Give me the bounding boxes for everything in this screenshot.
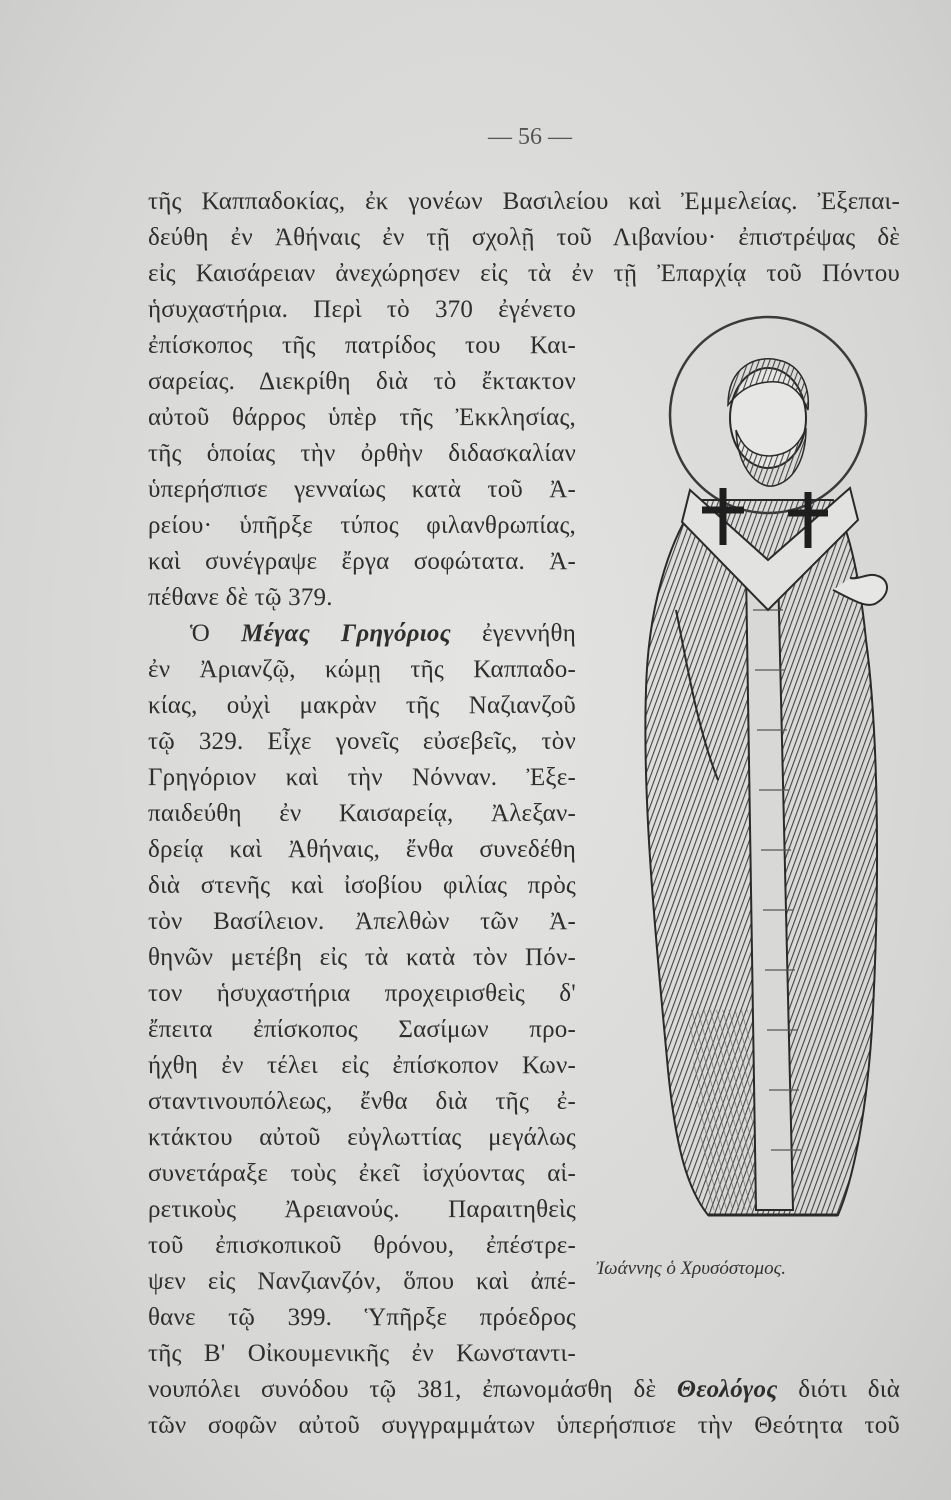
text-line: κίας, οὐχὶ μακρὰν τῆς Ναζιανζοῦ — [148, 692, 576, 719]
text-line: δεύθη ἐν Ἀθήναις ἐν τῇ σχολῇ τοῦ Λιβανίου· ἐπιστρέψας δὲ — [148, 224, 900, 251]
text-line: εἰς Καισάρειαν ἀνεχώρησεν εἰς τὰ ἐν τῇ Ἐπαρχίᾳ τοῦ Πόντου — [148, 260, 900, 287]
text-line: ψεν εἰς Νανζιανζόν, ὅπου καὶ ἀπέ- — [148, 1268, 576, 1295]
illustration-caption: Ἰωάννης ὁ Χρυσόστομος. — [596, 1258, 787, 1279]
text-line: σαρείας. Διεκρίθη διὰ τὸ ἔκτακτον — [148, 368, 576, 395]
text-line: τῆς ὁποίας τὴν ὀρθὴν διδασκαλίαν — [148, 440, 576, 467]
text-line: πέθανε δὲ τῷ 379. — [148, 584, 333, 611]
text-line: σταντινουπόλεως, ἔνθα διὰ τῆς ἐ- — [148, 1088, 576, 1115]
text-line: θηνῶν μετέβη εἰς τὰ κατὰ τὸν Πόν- — [148, 944, 576, 971]
text-line: ἡσυχαστήρια. Περὶ τὸ 370 ἐγένετο — [148, 296, 576, 323]
text-line: καὶ συνέγραψε ἔργα σοφώτατα. Ἀ- — [148, 548, 576, 575]
text-line: παιδεύθη ἐν Καισαρείᾳ, Ἀλεξαν- — [148, 800, 576, 827]
text-fragment: νουπόλει συνόδου τῷ 381, ἐπωνομάσθη δὲ — [148, 1376, 677, 1403]
text-line: Γρηγόριον καὶ τὴν Νόνναν. Ἐξε- — [148, 764, 576, 791]
text-line: τὸν Βασίλειον. Ἀπελθὼν τῶν Ἀ- — [148, 908, 576, 935]
text-line: διὰ στενῆς καὶ ἰσοβίου φιλίας πρὸς — [148, 872, 576, 899]
text-line: ἐπίσκοπος τῆς πατρίδος του Και- — [148, 332, 576, 359]
text-line-with-name — [190, 616, 576, 652]
epithet-theologos: Θεολόγος — [676, 1376, 778, 1403]
text-line: ὑπερήσπισε γενναίως κατὰ τοῦ Ἀ- — [148, 476, 576, 503]
text-line: ήχθη ἐν τέλει εἰς ἐπίσκοπον Κων- — [148, 1052, 576, 1079]
text-line: αὐτοῦ θάρρος ὑπὲρ τῆς Ἐκκλησίας, — [148, 404, 576, 431]
saint-name-gregory: Μέγας Γρηγόριος — [241, 620, 451, 647]
text-line: ἐν Ἀριανζῷ, κώμῃ τῆς Καππαδο- — [148, 656, 576, 683]
text-line: συνετάραξε τοὺς ἐκεῖ ἰσχύοντας αἱ- — [148, 1160, 576, 1187]
text-line: τῆς Β' Οἰκουμενικῆς ἐν Κωνσταντι- — [148, 1340, 576, 1367]
text-line: θανε τῷ 399. Ὑπῆρξε πρόεδρος — [148, 1304, 576, 1331]
text-line-with-name — [148, 1372, 900, 1408]
text-line: κτάκτου αὐτοῦ εὐγλωττίας μεγάλως — [148, 1124, 576, 1151]
text-line: τῶν σοφῶν αὐτοῦ συγγραμμάτων ὑπερήσπισε τὴν Θεότητα τοῦ — [148, 1412, 900, 1439]
text-line: δρείᾳ καὶ Ἀθήναις, ἔνθα συνεδέθη — [148, 836, 576, 863]
saint-illustration — [628, 310, 898, 1250]
text-line: ρετικοὺς Ἀρειανούς. Παραιτηθεὶς — [148, 1196, 576, 1223]
text-line: ἔπειτα ἐπίσκοπος Σασίμων προ- — [148, 1016, 576, 1043]
text-line: ρείου· ὑπῆρξε τύπος φιλανθρωπίας, — [148, 512, 576, 539]
text-line: τῆς Καππαδοκίας, ἐκ γονέων Βασιλείου καὶ Ἐμμελείας. Ἐξεπαι- — [148, 188, 900, 215]
text-fragment: ἐγεννήθη — [450, 620, 576, 647]
text-fragment: Ὁ — [190, 620, 242, 647]
text-line: τῷ 329. Εἶχε γονεῖς εὐσεβεῖς, τὸν — [148, 728, 576, 755]
text-line: τοῦ ἐπισκοπικοῦ θρόνου, ἐπέστρε- — [148, 1232, 576, 1259]
text-line: τον ἡσυχαστήρια προχειρισθεὶς δ' — [148, 980, 576, 1007]
page-number: — 56 — — [488, 124, 572, 150]
text-fragment: διότι διὰ — [777, 1376, 900, 1403]
